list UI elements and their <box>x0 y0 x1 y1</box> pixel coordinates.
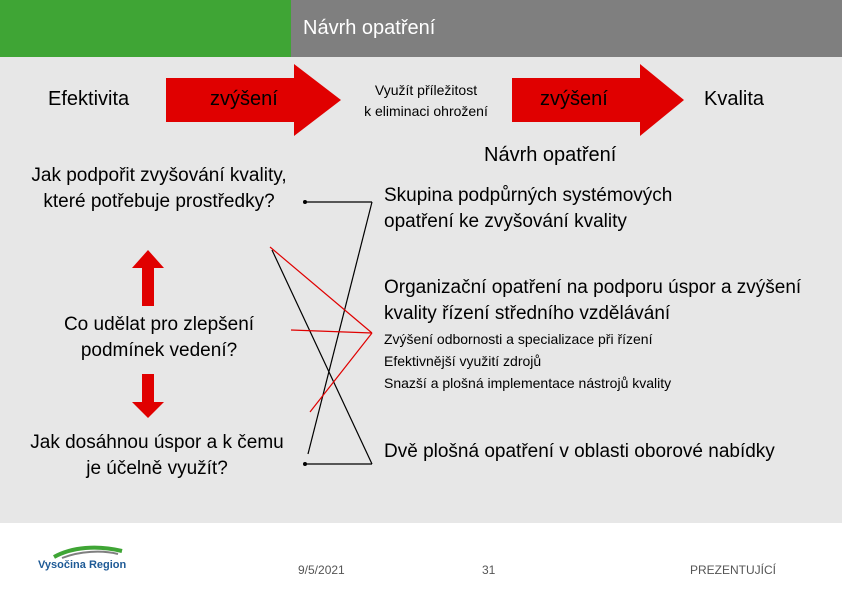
zvyseni-label-1: zvýšení <box>210 88 278 110</box>
subitem-1: Zvýšení odbornosti a specializace při řízení <box>384 331 653 347</box>
footer-author: PREZENTUJÍCÍ <box>690 563 777 577</box>
vysocina-logo <box>38 545 138 575</box>
right-heading: Návrh opatření <box>484 144 617 166</box>
question-1: Jak podpořit zvyšování kvality, které potřebuje prostředky? <box>31 165 287 212</box>
middle-line-1: Využít příležitost <box>374 82 478 98</box>
subitem-2: Efektivnější využití zdrojů <box>384 353 542 369</box>
efektivita-label: Efektivita <box>48 88 130 110</box>
measure-1: Skupina podpůrných systémových opatření ke zvyšování kvality <box>384 185 673 232</box>
measure-2-subitems <box>384 329 804 393</box>
footer-date: 9/5/2021 <box>298 563 345 577</box>
footer-page-number: 31 <box>482 563 496 577</box>
kvalita-label: Kvalita <box>704 88 765 110</box>
logo-swoosh-icon <box>52 545 152 559</box>
measure-2: Organizační opatření na podporu úspor a zvýšení kvality řízení středního vzdělávání <box>384 277 802 324</box>
question-2: Co udělat pro zlepšení podmínek vedení? <box>63 314 255 361</box>
slide-title: Návrh opatření <box>303 17 436 39</box>
measure-3: Dvě plošná opatření v oblasti oborové nabídky <box>384 441 775 462</box>
middle-line-2: k eliminaci ohrožení <box>364 103 488 119</box>
logo-text: Vysočina Region <box>38 559 127 571</box>
subitem-3: Snazší a plošná implementace nástrojů kvality <box>384 375 672 391</box>
question-3: Jak dosáhnou úspor a k čemu je účelně využít? <box>30 432 284 479</box>
zvyseni-label-2: zvýšení <box>540 88 608 110</box>
